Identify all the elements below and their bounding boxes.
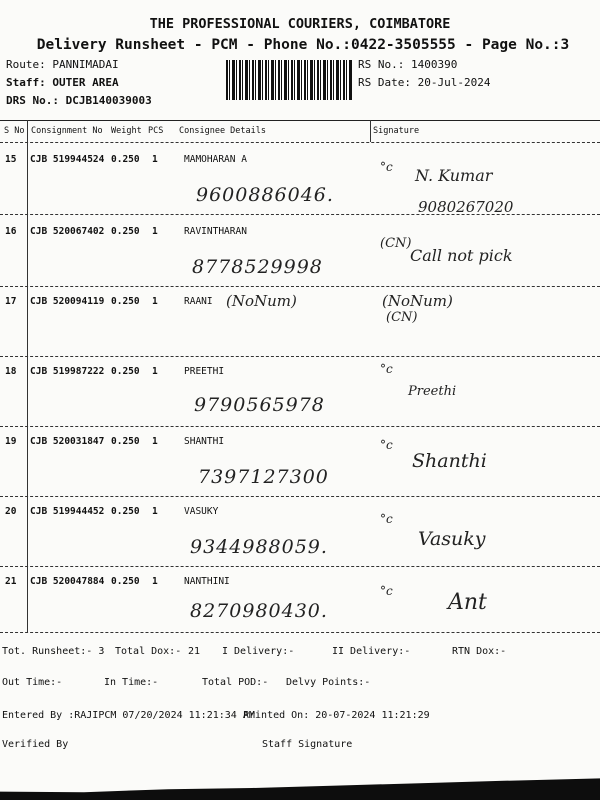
- row-weight: 0.250: [111, 436, 140, 447]
- row-consignee-name: RAVINTHARAN: [184, 226, 247, 237]
- row-consignment-no: CJB 520067402: [30, 226, 105, 237]
- runsheet-subtitle: Delivery Runsheet - PCM - Phone No.:0422-3505555 - Page No.:3: [36, 37, 570, 53]
- row-separator: [0, 356, 600, 357]
- rs-number: RS No.: 1400390: [358, 58, 458, 71]
- col-header-signature: Signature: [373, 126, 420, 136]
- row-signature: Preethi: [408, 384, 457, 399]
- row-weight: 0.250: [111, 576, 140, 587]
- row-handwritten-phone: 8778529998: [192, 256, 323, 278]
- row-separator: [0, 214, 600, 215]
- row-sno: 16: [5, 226, 17, 237]
- table-top-rule: [0, 120, 600, 121]
- row-weight: 0.250: [111, 506, 140, 517]
- row-pcs: 1: [152, 576, 158, 587]
- row-sno: 18: [5, 366, 17, 377]
- footer-printed-on: Printed On: 20-07-2024 11:21:29: [243, 710, 430, 721]
- row-consignment-no: CJB 519987222: [30, 366, 105, 377]
- row-signature: (NoNum): [382, 292, 453, 310]
- table-header-rule: [0, 142, 600, 143]
- row-separator: [0, 496, 600, 497]
- row-handwritten-phone: 9790565978: [194, 394, 325, 416]
- footer-total-dox: Total Dox:-: [115, 646, 182, 657]
- row-consignee-name: SHANTHI: [184, 436, 225, 447]
- row-sno: 15: [5, 154, 17, 165]
- footer-verified-by: Verified By: [2, 739, 69, 750]
- footer-entered-by: Entered By :RAJIPCM 07/20/2024 11:21:34 AM: [2, 710, 255, 721]
- row-separator: [0, 286, 600, 287]
- row-sig-mark: (CN): [380, 236, 412, 251]
- row-weight: 0.250: [111, 296, 140, 307]
- row-signature: Shanthi: [412, 450, 487, 472]
- row-handwritten-phone: 9600886046.: [196, 184, 334, 206]
- row-separator: [0, 566, 600, 567]
- row-handwritten-phone: 7397127300: [198, 466, 329, 488]
- footer-rtn-dox: RTN Dox:-: [452, 646, 507, 657]
- row-signature: Vasuky: [418, 528, 486, 550]
- row-sig-mark: °c: [380, 438, 393, 452]
- footer-total-dox-value: 21: [188, 646, 201, 657]
- row-sig-mark: °c: [380, 584, 393, 598]
- row-signature: N. Kumar: [415, 166, 493, 185]
- footer-out-time: Out Time:-: [2, 677, 63, 688]
- col-header-weight: Weight: [111, 126, 142, 136]
- footer-total-pod: Total POD:-: [202, 677, 269, 688]
- footer-delvy-points: Delvy Points:-: [286, 677, 371, 688]
- row-pcs: 1: [152, 436, 158, 447]
- row-consignment-no: CJB 520094119: [30, 296, 105, 307]
- row-consignee-name: NANTHINI: [184, 576, 230, 587]
- row-sig-mark: °c: [380, 160, 393, 174]
- column-divider: [27, 120, 28, 632]
- row-sig-mark: °c: [380, 512, 393, 526]
- table-bottom-rule: [0, 632, 600, 633]
- row-signature: Ant: [448, 590, 487, 615]
- row-signature-phone: 9080267020: [418, 198, 514, 216]
- row-weight: 0.250: [111, 154, 140, 165]
- row-consignee-name: RAANI: [184, 296, 213, 307]
- row-consignee-name: PREETHI: [184, 366, 225, 377]
- staff-label: Staff: OUTER AREA: [6, 76, 119, 89]
- footer-ii-delivery: II Delivery:-: [332, 646, 411, 657]
- row-weight: 0.250: [111, 366, 140, 377]
- col-header-consignee: Consignee Details: [179, 126, 266, 136]
- row-pcs: 1: [152, 296, 158, 307]
- row-consignment-no: CJB 519944452: [30, 506, 105, 517]
- row-sno: 17: [5, 296, 17, 307]
- col-header-consignment: Consignment No: [31, 126, 103, 136]
- row-pcs: 1: [152, 366, 158, 377]
- row-handwritten-phone: 9344988059.: [190, 536, 328, 558]
- col-header-sno: S No: [4, 126, 25, 136]
- col-header-pcs: PCS: [148, 126, 164, 136]
- row-separator: [0, 426, 600, 427]
- column-divider: [370, 120, 371, 142]
- row-name-note: (NoNum): [226, 292, 297, 310]
- row-pcs: 1: [152, 226, 158, 237]
- torn-paper-edge: [0, 770, 600, 800]
- row-sno: 20: [5, 506, 17, 517]
- route-label: Route: PANNIMADAI: [6, 58, 119, 71]
- row-sig-mark: °c: [380, 362, 393, 376]
- row-consignment-no: CJB 520047884: [30, 576, 105, 587]
- drs-number: DRS No.: DCJB140039003: [6, 94, 152, 107]
- row-signature: Call not pick: [410, 246, 513, 265]
- footer-in-time: In Time:-: [104, 677, 159, 688]
- row-pcs: 1: [152, 154, 158, 165]
- row-consignment-no: CJB 519944524: [30, 154, 105, 165]
- row-sig-mark: (CN): [386, 310, 418, 325]
- footer-i-delivery: I Delivery:-: [222, 646, 295, 657]
- row-consignee-name: MAMOHARAN A: [184, 154, 247, 165]
- row-pcs: 1: [152, 506, 158, 517]
- footer-tot-runsheet: Tot. Runsheet:- 3: [2, 646, 105, 657]
- row-handwritten-phone: 8270980430.: [190, 600, 328, 622]
- row-weight: 0.250: [111, 226, 140, 237]
- row-sno: 21: [5, 576, 17, 587]
- row-consignee-name: VASUKY: [184, 506, 219, 517]
- rs-date: RS Date: 20-Jul-2024: [358, 76, 491, 89]
- row-sno: 19: [5, 436, 17, 447]
- company-title: THE PROFESSIONAL COURIERS, COIMBATORE: [149, 16, 451, 32]
- barcode-image: [226, 60, 352, 100]
- footer-staff-signature: Staff Signature: [262, 739, 353, 750]
- row-consignment-no: CJB 520031847: [30, 436, 105, 447]
